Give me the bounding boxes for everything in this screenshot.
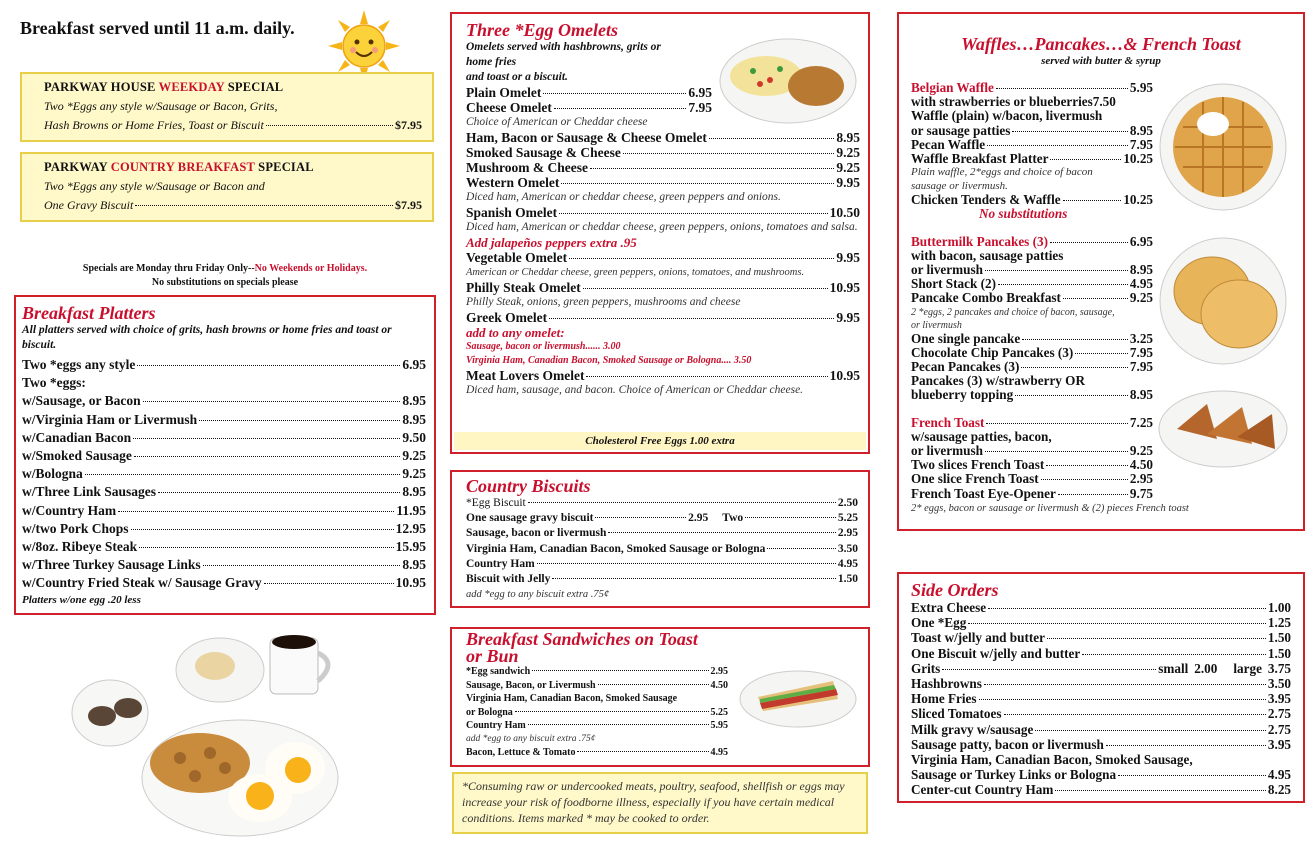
page-title: Breakfast served until 11 a.m. daily. <box>20 18 295 38</box>
weekday-special <box>20 72 434 142</box>
item-desc: Philly Steak, onions, green peppers, mushrooms and cheese <box>466 296 741 308</box>
pancake-photo <box>1157 236 1289 366</box>
menu-item: Milk gravy w/sausage 2.75 <box>911 721 1291 737</box>
cholesterol-note: Cholesterol Free Eggs 1.00 extra <box>454 432 866 450</box>
sandwich-photo <box>738 659 858 729</box>
menu-item: Short Stack (2) 4.95 <box>911 276 1153 292</box>
menu-item: Country Ham 4.95 <box>466 557 858 570</box>
special-desc: Two *Eggs any style w/Sausage or Bacon and <box>44 179 265 193</box>
menu-item: Toast w/jelly and butter 1.50 <box>911 630 1291 646</box>
waffle-photo <box>1157 82 1289 212</box>
country-biscuits-section <box>450 470 870 608</box>
jalapeno-note: Add jalapeños peppers extra .95 <box>466 235 637 250</box>
menu-item: Plain Omelet 6.95 <box>466 85 712 100</box>
menu-item: Hashbrowns 3.50 <box>911 676 1291 692</box>
add-on-title: add to any omelet: <box>466 325 565 340</box>
menu-item: with bacon, sausage patties <box>911 247 1064 263</box>
menu-item: Grits small 2.00 large 3.75 <box>911 660 1291 676</box>
breakfast-platter-photo <box>70 628 370 838</box>
menu-item: w/Three Turkey Sausage Links 8.95 <box>22 557 426 573</box>
menu-item: Vegetable Omelet 9.95 <box>466 250 860 265</box>
item-desc: American or Cheddar cheese, green peppers, onions, tomatoes, and mushrooms. <box>466 267 805 278</box>
menu-item: Meat Lovers Omelet 10.95 <box>466 368 860 383</box>
menu-item: Virginia Ham, Canadian Bacon, Smoked Sausage, <box>911 752 1193 768</box>
menu-item: Two *eggs: <box>22 375 86 391</box>
special-desc: Hash Browns or Home Fries, Toast or Biscuit <box>44 118 264 132</box>
menu-item: One Biscuit w/jelly and butter 1.50 <box>911 645 1291 661</box>
menu-item: Bacon, Lettuce & Tomato 4.95 <box>466 746 728 758</box>
menu-item: Sausage patty, bacon or livermush 3.95 <box>911 736 1291 752</box>
side-list <box>911 600 1291 661</box>
foodborne-warning: *Consuming raw or undercooked meats, poultry, seafood, shellfish or eggs may increase your risk of foodborne illness, especially if you have certain medical conditions. Items marked * may be cooked to order. <box>452 772 868 834</box>
menu-item: Pancakes (3) w/strawberry OR <box>911 373 1085 389</box>
special-desc: Two *Eggs any style w/Sausage or Bacon, Grits, <box>44 99 278 113</box>
menu-item: w/Three Link Sausages 8.95 <box>22 484 426 500</box>
section-subtitle: home fries <box>466 56 517 68</box>
section-title: Breakfast Platters <box>22 303 156 323</box>
section-title: or Bun <box>466 646 519 666</box>
section-title: Waffles…Pancakes…& French Toast <box>961 34 1241 54</box>
side-list <box>911 676 1291 752</box>
item-desc: Diced ham, sausage, and bacon. Choice of American or Cheddar cheese. <box>466 384 804 396</box>
platter-list <box>22 356 426 593</box>
menu-item: Waffle (plain) w/bacon, livermush <box>911 108 1103 124</box>
menu-item: w/Canadian Bacon 9.50 <box>22 429 426 445</box>
menu-item: Chocolate Chip Pancakes (3) 7.95 <box>911 344 1153 360</box>
menu-item: One slice French Toast 2.95 <box>911 471 1153 487</box>
no-substitutions: No substitutions <box>979 206 1068 222</box>
section-subtitle: and toast or a biscuit. <box>466 71 568 83</box>
side-orders-section <box>897 572 1305 803</box>
menu-item: *Egg sandwich 2.95 <box>466 666 728 677</box>
french-toast-photo <box>1157 389 1289 469</box>
omelet-photo <box>718 36 858 126</box>
menu-item: with strawberries or blueberries 7.50 <box>911 94 1116 110</box>
special-price: $7.95 <box>395 118 422 132</box>
menu-item: w/8oz. Ribeye Steak 15.95 <box>22 539 426 555</box>
menu-item: Two *eggs any style 6.95 <box>22 357 426 372</box>
menu-item: Ham, Bacon or Sausage & Cheese Omelet 8.95 <box>466 130 860 145</box>
omelet-list <box>466 130 860 190</box>
menu-item: Sliced Tomatoes 2.75 <box>911 706 1291 722</box>
item-desc: add *egg to any biscuit extra .75¢ <box>466 589 610 601</box>
menu-item: Two slices French Toast 4.50 <box>911 457 1153 473</box>
item-desc: 2* eggs, bacon or sausage or livermush & (2) pieces French toast <box>911 502 1189 514</box>
menu-item: Philly Steak Omelet 10.95 <box>466 280 860 295</box>
menu-item: w/Bologna 9.25 <box>22 466 426 482</box>
menu-item: Smoked Sausage & Cheese 9.25 <box>466 145 860 160</box>
menu-item: or livermush 9.25 <box>911 443 1153 459</box>
menu-item: French Toast 7.25 <box>911 414 1153 430</box>
menu-item: Western Omelet 9.95 <box>466 175 860 190</box>
menu-item: Pecan Pancakes (3) 7.95 <box>911 359 1153 375</box>
menu-item: Extra Cheese 1.00 <box>911 600 1291 615</box>
country-breakfast-special <box>20 152 434 222</box>
item-desc: Diced ham, American or cheddar cheese, green peppers and onions. <box>466 191 781 203</box>
add-on-item: Sausage, bacon or livermush...... 3.00 <box>466 341 621 352</box>
menu-item: or Bologna 5.25 <box>466 706 728 718</box>
menu-item: w/two Pork Chops 12.95 <box>22 520 426 536</box>
section-title: Side Orders <box>911 580 999 600</box>
biscuit-list <box>466 526 858 587</box>
menu-item: Sausage or Turkey Links or Bologna 4.95 <box>911 767 1291 783</box>
menu-item: Virginia Ham, Canadian Bacon, Smoked Sausage <box>466 693 678 704</box>
item-desc: add *egg to any biscuit extra .75¢ <box>466 733 596 744</box>
special-desc: One Gravy Biscuit <box>44 198 134 212</box>
menu-item: Greek Omelet 9.95 <box>466 310 860 325</box>
item-desc: Diced ham, American or cheddar cheese, green peppers, onions, tomatoes and salsa. <box>466 221 858 233</box>
menu-item: or livermush 8.95 <box>911 262 1153 278</box>
waffles-section <box>897 12 1305 531</box>
menu-item: blueberry topping 8.95 <box>911 387 1153 403</box>
menu-item: Waffle Breakfast Platter 10.25 <box>911 151 1153 167</box>
section-title: Breakfast Sandwiches on Toast <box>466 629 698 649</box>
section-subtitle: Omelets served with hashbrowns, grits or <box>466 41 661 53</box>
menu-item: One single pancake 3.25 <box>911 330 1153 346</box>
specials-note: Specials are Monday thru Friday Only--No Weekends or Holidays. No substitutions on specials please <box>82 263 368 288</box>
menu-item: w/Country Fried Steak w/ Sausage Gravy 10.95 <box>22 575 426 591</box>
menu-item: Spanish Omelet 10.50 <box>466 205 860 220</box>
menu-item: Buttermilk Pancakes (3) 6.95 <box>911 233 1153 249</box>
menu-item: or sausage patties 8.95 <box>911 122 1153 138</box>
menu-item: One *Egg 1.25 <box>911 615 1291 631</box>
platter-footer: Platters w/one egg .20 less <box>22 593 141 606</box>
menu-item: w/Country Ham 11.95 <box>22 502 426 518</box>
menu-item: Sausage, Bacon, or Livermush 4.50 <box>466 679 728 691</box>
item-desc: 2 *eggs, 2 pancakes and choice of bacon, sausage, or livermush <box>911 306 1115 331</box>
menu-item: Biscuit with Jelly 1.50 <box>466 573 858 586</box>
omelets-section <box>450 12 870 454</box>
special-price: $7.95 <box>395 198 422 212</box>
breakfast-platters-section <box>14 295 436 615</box>
special-heading: PARKWAY COUNTRY BREAKFAST SPECIAL <box>44 160 314 174</box>
item-desc: Choice of American or Cheddar cheese <box>466 116 648 128</box>
menu-item: Cheese Omelet 7.95 <box>466 100 712 115</box>
menu-item: Chicken Tenders & Waffle 10.25 <box>911 192 1153 208</box>
menu-item: Belgian Waffle 5.95 <box>911 80 1153 95</box>
menu-item: *Egg Biscuit 2.50 <box>466 497 858 509</box>
menu-item: Virginia Ham, Canadian Bacon, Smoked Sausage or Bologna 3.50 <box>466 542 858 555</box>
item-desc: Plain waffle, 2*eggs and choice of bacon sausage or livermush. <box>911 166 1093 192</box>
menu-item: French Toast Eye-Opener 9.75 <box>911 485 1153 501</box>
menu-item: Pancake Combo Breakfast 9.25 <box>911 290 1153 306</box>
section-title: Three *Egg Omelets <box>466 20 618 40</box>
menu-item: Sausage, bacon or livermush 2.95 <box>466 527 858 540</box>
menu-item: Home Fries 3.95 <box>911 691 1291 707</box>
menu-item: w/Smoked Sausage 9.25 <box>22 448 426 464</box>
menu-item: One sausage gravy biscuit 2.95 Two 5.25 <box>466 512 858 525</box>
menu-item: Mushroom & Cheese 9.25 <box>466 160 860 175</box>
section-title: Country Biscuits <box>466 476 591 496</box>
menu-item: Country Ham 5.95 <box>466 720 728 731</box>
menu-item: Pecan Waffle 7.95 <box>911 136 1153 152</box>
section-subtitle: All platters served with choice of grits, hash browns or home fries and toast or biscuit. <box>22 324 392 351</box>
menu-item: w/sausage patties, bacon, <box>911 428 1052 444</box>
section-subtitle: served with butter & syrup <box>1041 55 1161 67</box>
special-heading: PARKWAY HOUSE WEEKDAY SPECIAL <box>44 80 284 94</box>
add-on-item: Virginia Ham, Canadian Bacon, Smoked Sausage or Bologna.... 3.50 <box>466 355 752 366</box>
menu-item: w/Sausage, or Bacon 8.95 <box>22 393 426 409</box>
menu-item: Center-cut Country Ham 8.25 <box>911 782 1291 798</box>
menu-item: w/Virginia Ham or Livermush 8.95 <box>22 411 426 427</box>
sandwich-list <box>466 665 728 692</box>
sandwiches-section <box>450 627 870 767</box>
